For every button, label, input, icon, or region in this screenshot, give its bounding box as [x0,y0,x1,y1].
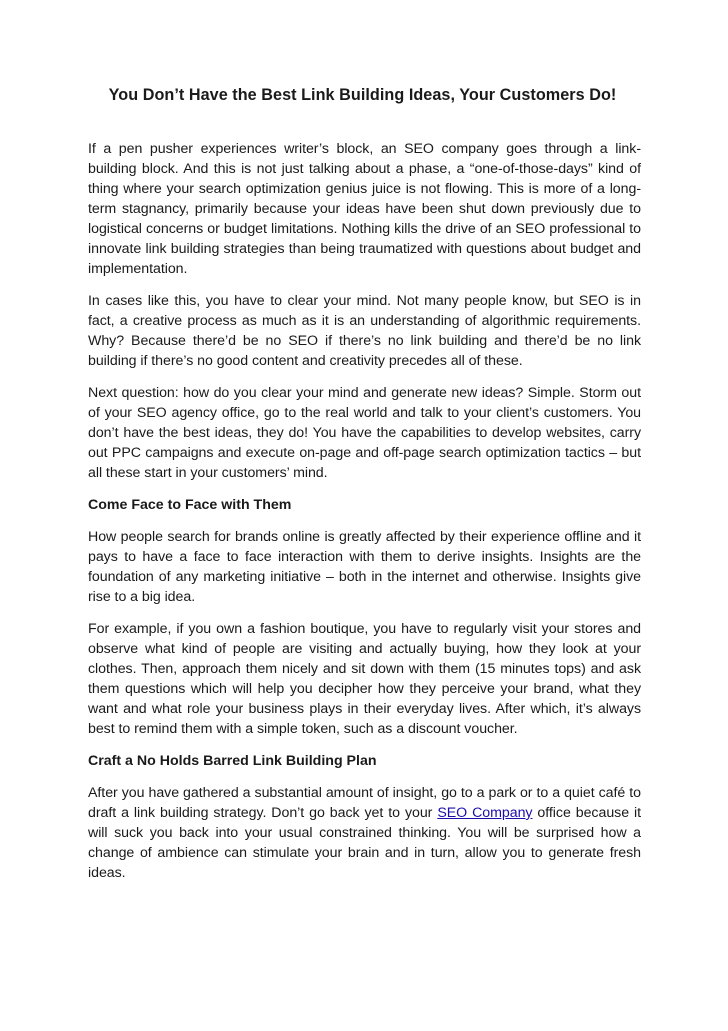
paragraph-example: For example, if you own a fashion boutique, you have to regularly visit your stores and observe what kind of people are visiting and actually buying, how they look at your clothes. Then, approach them nicely and sit down with them (15 minutes tops) and ask them questions which will help you decipher how they perceive your brand, what they want and what role your business plays in their everyday lives. After which, it’s always best to remind them with a simple token, such as a discount voucher. [88,621,641,737]
paragraph-strategy-text-before: After you have gathered a substantial amount of insight, go to a park or to a quiet café to draft a link building strategy. Don’t go back yet to your [88,785,641,821]
seo-company-link[interactable]: SEO Company [437,805,533,821]
document-title: You Don’t Have the Best Link Building Ideas, Your Customers Do! [108,86,617,104]
paragraph-strategy-text-after: office because it will suck you back into your usual constrained thinking. You will be surprised how a change of ambience can stimulate your brain and in turn, allow you to generate fresh ideas. [88,805,641,881]
section-heading-link-building-plan: Craft a No Holds Barred Link Building Plan [88,753,377,769]
paragraph-next-question: Next question: how do you clear your mind and generate new ideas? Simple. Storm out of your SEO agency office, go to the real world and talk to your client’s customers. You don’t have the best ideas, they do! You have the capabilities to develop websites, carry out PPC campaigns and execute on-page and off-page search optimization tactics – but all these start in your customers’ mind. [88,385,641,481]
paragraph-insights: How people search for brands online is greatly affected by their experience offline and it pays to have a face to face interaction with them to derive insights. Insights are the foundation of any marketing initiative – both in the internet and otherwise. Insights give rise to a big idea. [88,529,641,605]
paragraph-clear-mind: In cases like this, you have to clear your mind. Not many people know, but SEO is in fact, a creative process as much as it is an understanding of algorithmic requirements. Why? Because there’d be no SEO if there’s no link building and there’d be no link building if there’s no good content and creativity precedes all of these. [88,293,641,369]
document-page [88,86,641,895]
paragraph-intro: If a pen pusher experiences writer’s block, an SEO company goes through a link-building block. And this is not just talking about a phase, a “one-of-those-days” kind of thing where your search optimization genius juice is not flowing. This is more of a long-term stagnancy, primarily because your ideas have been shut down previously due to logistical concerns or budget limitations. Nothing kills the drive of an SEO professional to innovate link building strategies than being traumatized with questions about budget and implementation. [88,141,641,277]
section-heading-face-to-face: Come Face to Face with Them [88,497,292,513]
paragraph-strategy [88,783,641,883]
